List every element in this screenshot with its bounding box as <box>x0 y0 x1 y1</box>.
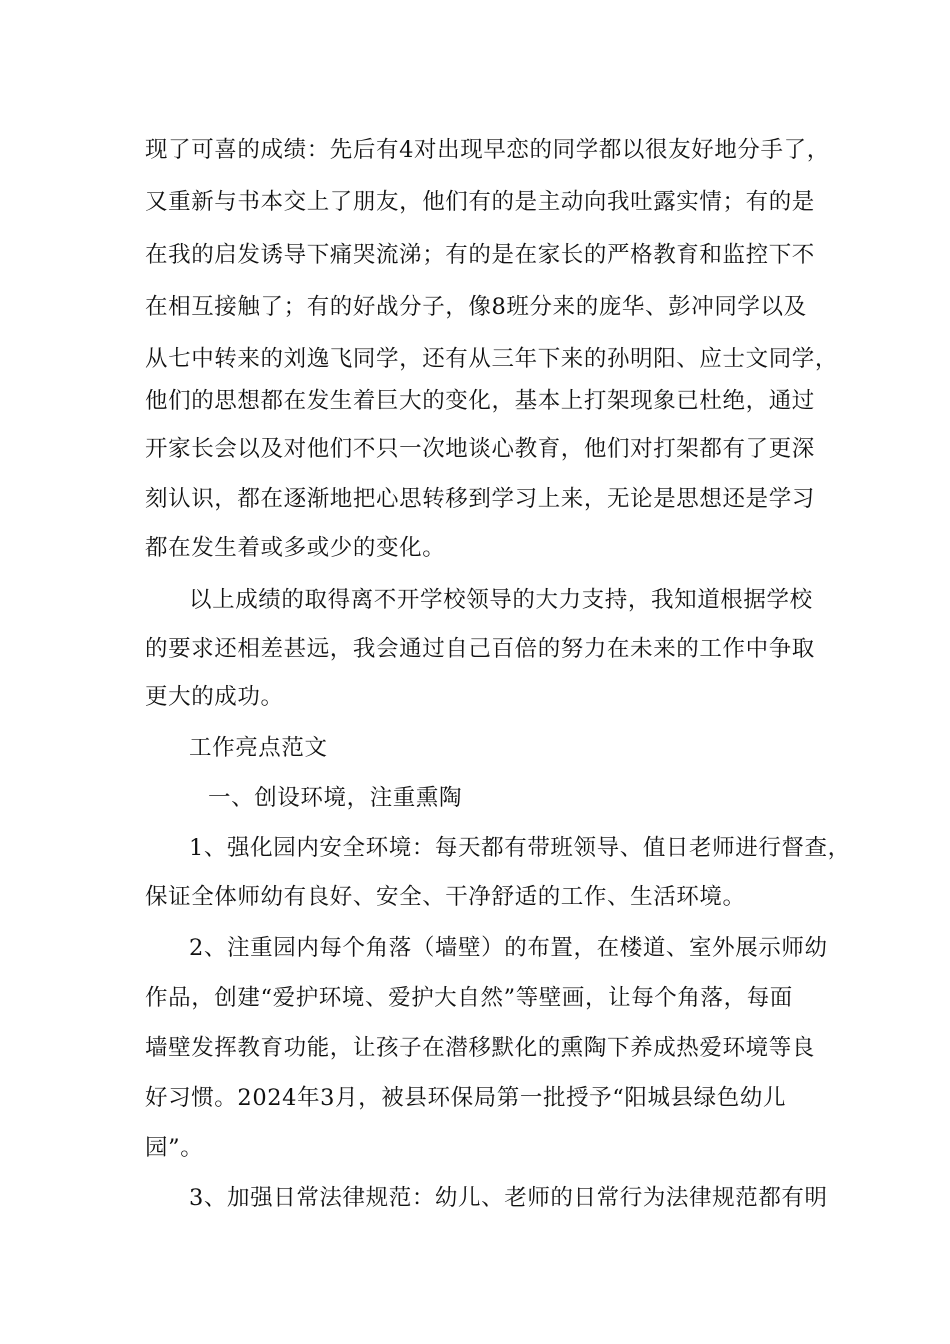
subsection-heading: 一、创设环境，注重熏陶 <box>208 785 463 811</box>
paragraph-line: 保证全体师幼有良好、安全、干净舒适的工作、生活环境。 <box>145 884 746 910</box>
paragraph-line: 更大的成功。 <box>145 684 284 710</box>
section-heading: 工作亮点范文 <box>189 735 328 761</box>
paragraph-line: 都在发生着或多或少的变化。 <box>145 535 446 561</box>
paragraph-line: 1、强化园内安全环境：每天都有带班领导、值日老师进行督查， <box>189 835 851 861</box>
paragraph-line: 在相互接触了；有的好战分子，像8班分来的庞华、彭冲同学以及 <box>145 294 807 320</box>
paragraph-line: 又重新与书本交上了朋友，他们有的是主动向我吐露实情；有的是 <box>145 189 815 215</box>
paragraph-line: 3、加强日常法律规范：幼儿、老师的日常行为法律规范都有明 <box>189 1185 828 1211</box>
paragraph-line: 他们的思想都在发生着巨大的变化，基本上打架现象已杜绝，通过 <box>145 388 815 414</box>
paragraph-line: 2、注重园内每个角落（墙壁）的布置，在楼道、室外展示师幼 <box>189 935 828 961</box>
paragraph-line: 现了可喜的成绩：先后有4对出现早恋的同学都以很友好地分手了， <box>145 137 830 163</box>
paragraph-line: 刻认识，都在逐渐地把心思转移到学习上来，无论是思想还是学习 <box>145 486 815 512</box>
paragraph-line: 园”。 <box>145 1135 204 1161</box>
paragraph-line: 开家长会以及对他们不只一次地谈心教育，他们对打架都有了更深 <box>145 436 815 462</box>
paragraph-line: 从七中转来的刘逸飞同学，还有从三年下来的孙明阳、应士文同学， <box>145 346 839 372</box>
paragraph-line: 作品，创建“爱护环境、爱护大自然”等壁画，让每个角落，每面 <box>145 985 793 1011</box>
paragraph-line: 以上成绩的取得离不开学校领导的大力支持，我知道根据学校 <box>189 587 813 613</box>
paragraph-line: 墙壁发挥教育功能，让孩子在潜移默化的熏陶下养成热爱环境等良 <box>145 1035 815 1061</box>
paragraph-line: 在我的启发诱导下痛哭流涕；有的是在家长的严格教育和监控下不 <box>145 242 815 268</box>
paragraph-line: 好习惯。2024年3月，被县环保局第一批授予“阳城县绿色幼儿 <box>145 1085 787 1111</box>
paragraph-line: 的要求还相差甚远，我会通过自己百倍的努力在未来的工作中争取 <box>145 636 815 662</box>
